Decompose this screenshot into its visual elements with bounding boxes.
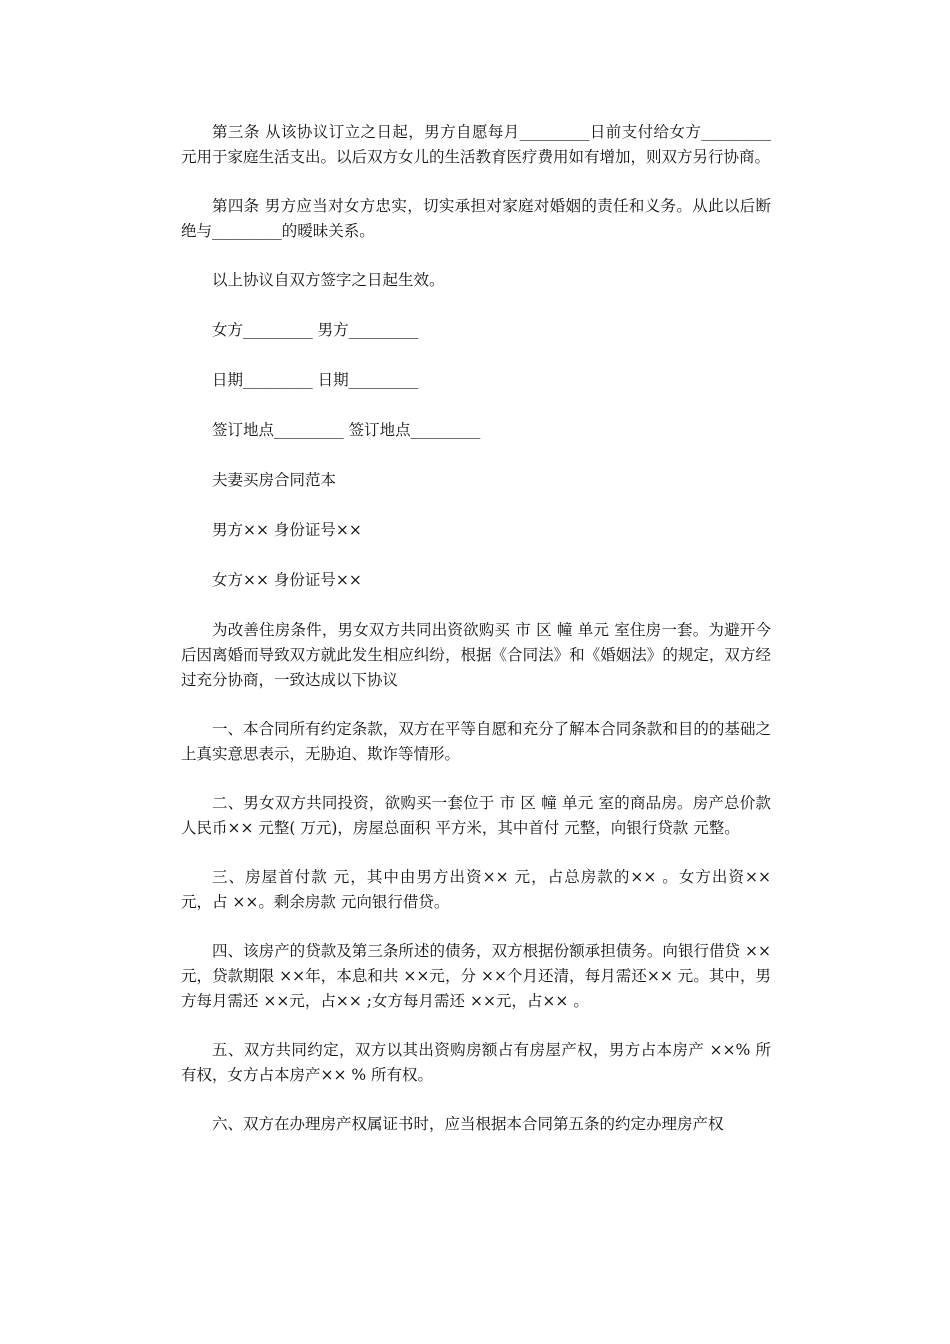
preamble-paragraph: 为改善住房条件，男女双方共同出资欲购买 市 区 幢 单元 室住房一套。为避开今后因离婚而导致双方就此发生相应纠纷，根据《合同法》和《婚姻法》的规定，双方经过充分协商，一致达成以下协议 <box>181 621 771 689</box>
clause-2-paragraph: 二、男女双方共同投资，欲购买一套位于 市 区 幢 单元 室的商品房。房产总价款人民币×× 元整( 万元)，房屋总面积 平方米，其中首付 元整，向银行贷款 元整。 <box>181 794 771 837</box>
document-body <box>181 120 776 1161</box>
signature-line-places: 签订地点_________ 签订地点_________ <box>212 421 481 439</box>
husband-id-line: 男方×× 身份证号×× <box>212 521 362 539</box>
contract-title: 夫妻买房合同范本 <box>212 471 337 489</box>
clause-6-paragraph: 六、双方在办理房产权属证书时，应当根据本合同第五条的约定办理房产权 <box>212 1115 724 1133</box>
article-4-paragraph: 第四条 男方应当对女方忠实，切实承担对家庭对婚姻的责任和义务。从此以后断绝与_________的暧昧关系。 <box>181 197 771 240</box>
clause-1-paragraph: 一、本合同所有约定条款，双方在平等自愿和充分了解本合同条款和目的的基础之上真实意思表示，无胁迫、欺诈等情形。 <box>181 720 771 763</box>
signature-line-parties: 女方_________ 男方_________ <box>212 321 419 339</box>
clause-4-paragraph: 四、该房产的贷款及第三条所述的债务，双方根据份额承担债务。向银行借贷 ××元，贷款期限 ××年，本息和共 ××元，分 ××个月还清，每月需还×× 元。其中，男方每月需还 ××元，占×× ;女方每月需还 ××元，占×× 。 <box>181 942 771 1010</box>
signature-line-dates: 日期_________ 日期_________ <box>212 371 419 389</box>
article-3-paragraph: 第三条 从该协议订立之日起，男方自愿每月_________日前支付给女方_________元用于家庭生活支出。以后双方女儿的生活教育医疗费用如有增加，则双方另行协商。 <box>181 123 771 166</box>
clause-3-paragraph: 三、房屋首付款 元，其中由男方出资×× 元，占总房款的×× 。女方出资×× 元，占 ××。剩余房款 元向银行借贷。 <box>181 868 776 911</box>
clause-5-paragraph: 五、双方共同约定，双方以其出资购房额占有房屋产权，男方占本房产 ××% 所有权，女方占本房产×× % 所有权。 <box>181 1041 771 1084</box>
effective-clause: 以上协议自双方签字之日起生效。 <box>212 271 445 289</box>
wife-id-line: 女方×× 身份证号×× <box>212 571 362 589</box>
